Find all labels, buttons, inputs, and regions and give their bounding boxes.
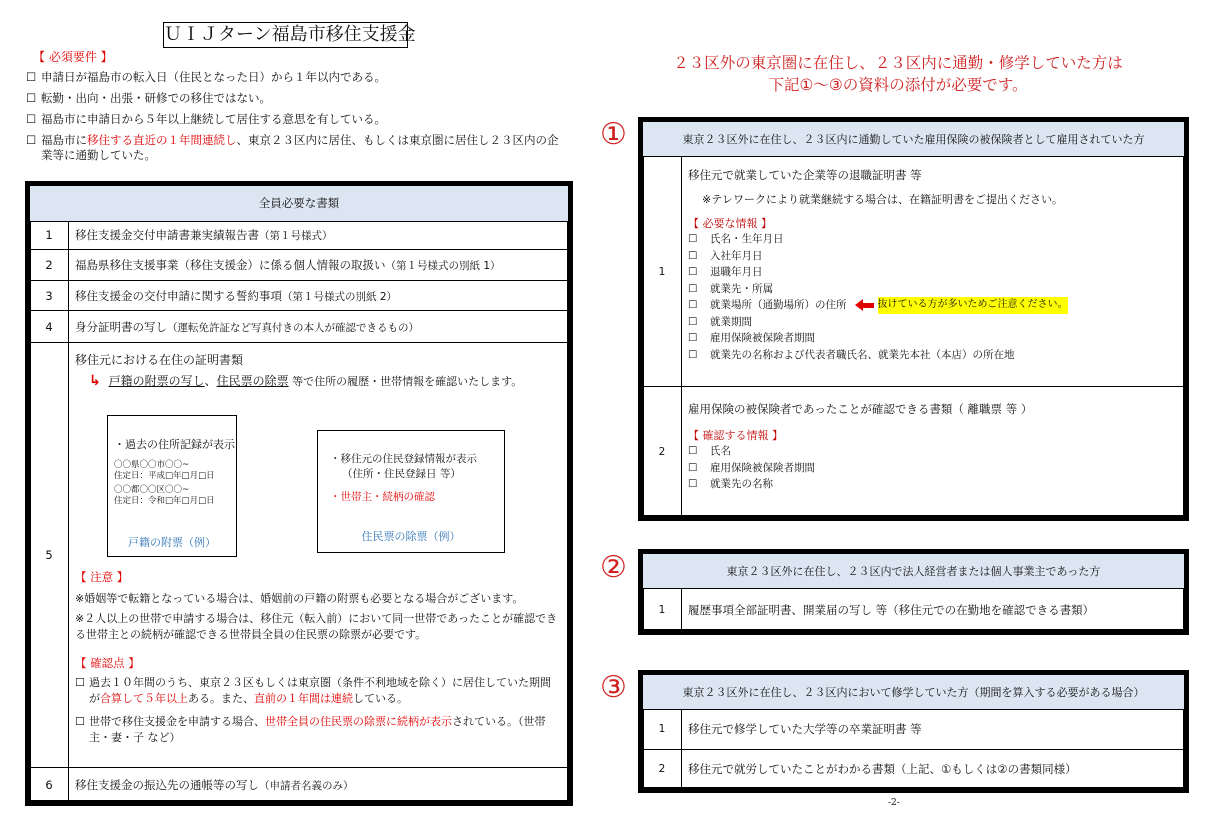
checkbox-icon: ☐: [26, 133, 37, 147]
info-text: 就業先の名称および代表者職氏名、就業先本社（本店）の所在地: [710, 348, 1015, 361]
row-number: 1: [643, 157, 682, 387]
table-row: [30, 250, 569, 281]
checkbox-icon: ☐: [688, 249, 698, 262]
checkpoint-emphasis: 直前の１年間は連続: [254, 692, 353, 706]
row-main: 福島県移住支援事業（移住支援金）に係る個人情報の取扱い: [75, 258, 386, 273]
info-text: 氏名・生年月日: [710, 233, 784, 245]
row-number: 2: [643, 387, 682, 517]
requirement-text-part: 、東京２３区内に居住、もしくは東京圏に居住し２３区内の企業等に通勤していた。: [41, 133, 559, 162]
row-title: 移住元で就業していた企業等の退職証明書 等: [688, 168, 922, 182]
info-text: 退職年月日: [710, 266, 763, 278]
requirement-text: [41, 133, 566, 163]
table-row: [30, 343, 569, 768]
requirement-item: [26, 91, 566, 106]
table-row: [30, 768, 569, 802]
table-row: [643, 589, 1185, 631]
circled-1-marker: ①: [600, 117, 627, 152]
arrow-left-icon: [855, 297, 878, 314]
table-header: 全員必要な書類: [30, 186, 569, 222]
info-text: 就業先・所属: [710, 282, 773, 295]
checkpoint-text: [89, 714, 558, 746]
info-text: 就業場所（通勤場所）の住所: [710, 299, 847, 311]
example-records: [114, 460, 215, 507]
requirement-text: 転勤・出向・出張・研修での移住ではない。: [41, 91, 271, 105]
checkbox-icon: ☐: [688, 461, 698, 474]
section1-header: 東京２３区外に在住し、２３区内に通勤していた雇用保険の被保険者として雇用されていた方: [643, 122, 1185, 157]
table-row: [643, 387, 1185, 517]
example-date: 住定日：平成□年□月□日: [114, 471, 215, 482]
checkpoint-item: [75, 675, 558, 707]
checkbox-icon: ☐: [688, 315, 698, 328]
caution-heading: 【 注意 】: [75, 570, 129, 585]
row-number: 6: [30, 768, 69, 802]
info-checklist: [688, 231, 1068, 363]
section3-header: 東京２３区外に在住し、２３区内において修学していた方（期間を算入する必要がある場合）: [643, 675, 1185, 710]
row-text: [69, 221, 569, 250]
info-item: [688, 248, 1068, 265]
info-item: [688, 297, 1068, 314]
row-sub: （第１号様式）: [259, 230, 333, 243]
info-item: [688, 347, 1068, 364]
row-number: 4: [30, 311, 69, 343]
example-date: 住定日：令和□年□月□日: [114, 496, 215, 507]
info-item: [688, 314, 1068, 331]
section1-table: [638, 117, 1189, 521]
row-text: [69, 343, 569, 768]
info-item: [688, 443, 815, 460]
info-item: [688, 460, 815, 477]
checkpoint-text: [89, 675, 558, 707]
row-sub: （申請者名義のみ）: [259, 779, 354, 792]
table-row: [643, 710, 1185, 750]
row-text: 移住元で就労していたことがわかる書類（上記、①もしくは②の書類同様）: [682, 749, 1185, 789]
checkbox-icon: ☐: [26, 112, 37, 126]
info-text: 雇用保険被保険者期間: [710, 461, 815, 474]
row-sub: （第１号様式の別紙 2）: [282, 290, 398, 303]
info-text: 就業期間: [710, 315, 752, 328]
checkbox-icon: ☐: [26, 70, 37, 84]
row-text: 移住元で修学していた大学等の卒業証明書 等: [682, 710, 1185, 750]
row-text: 履歴事項全部証明書、開業届の写し 等（移住元での在勤地を確認できる書類）: [682, 589, 1185, 631]
section3-table: [638, 670, 1189, 793]
table-row: [643, 157, 1185, 387]
row-note: ※テレワークにより就業継続する場合は、在籍証明書をご提出ください。: [702, 193, 1063, 206]
info-heading: 【 確認する情報 】: [688, 429, 783, 442]
row-number: 2: [643, 749, 682, 789]
example-address: 〇〇都〇〇区〇〇~: [114, 485, 190, 496]
requirements-list: [26, 70, 566, 169]
example-line: ・移住元の住民登録情報が表示: [330, 453, 477, 466]
info-text: 入社年月日: [710, 249, 763, 262]
requirement-text-part: 福島市に: [41, 133, 87, 147]
info-item: [688, 281, 1068, 298]
table-row: [643, 749, 1185, 789]
row-main: 身分証明書の写し: [75, 319, 167, 334]
right-heading: [600, 52, 1196, 96]
table-row: [30, 280, 569, 311]
row-number: 5: [30, 343, 69, 768]
requirement-item: [26, 133, 566, 163]
info-checklist: [688, 443, 815, 493]
checkbox-icon: ☐: [75, 715, 85, 729]
all-required-documents-table: [25, 181, 573, 806]
requirement-text: 福島市に申請日から５年以上継続して居住する意思を有している。: [41, 112, 386, 126]
row-text: [69, 311, 569, 343]
requirement-emphasis: 移住する直近の１年間連続し: [87, 133, 237, 147]
checkpoint-part: 過去１０年間のうち、東京２３区もしくは東京圏（条件不利地域を除く）に居住していた期間が: [89, 676, 551, 706]
info-item: [688, 264, 1068, 281]
requirements-heading: 【 必須要件 】: [33, 50, 113, 64]
checkpoint-emphasis: 合算して５年以上: [100, 692, 188, 706]
example-line: （住所・住民登録日 等）: [342, 468, 461, 481]
circled-2-marker: ②: [600, 550, 627, 585]
callout-highlight: 抜けている方が多いためご注意ください。: [878, 297, 1068, 314]
section2-header: 東京２３区外に在住し、２３区内で法人経営者または個人事業主であった方: [643, 554, 1185, 589]
example-caption: 戸籍の附票（例）: [128, 536, 216, 550]
checkbox-icon: ☐: [688, 348, 698, 361]
row-text: [682, 157, 1185, 387]
checkbox-icon: ☐: [26, 91, 37, 105]
checkbox-icon: ☐: [688, 282, 698, 295]
row-main: 移住支援金交付申請書兼実績報告書: [75, 228, 259, 243]
checkbox-icon: ☐: [688, 445, 698, 457]
caution-text: ※２人以上の世帯で申請する場合は、移住元（転入前）において同一世帯であったことが確認できる世帯主との続柄が確認できる世帯員全員の住民票の除票が必要です。: [75, 612, 558, 642]
table-row: [30, 311, 569, 343]
section2-table: [638, 549, 1189, 635]
juminhyo-jyohyo-label: 住民票の除票: [216, 374, 289, 389]
row-number: 3: [30, 280, 69, 311]
checkbox-icon: ☐: [688, 266, 698, 278]
row-main: 移住支援金の振込先の通帳等の写し: [75, 777, 259, 792]
arrow-down-right-icon: ↳: [89, 373, 101, 390]
row-title: 雇用保険の被保険者であったことが確認できる書類（ 離職票 等 ）: [688, 402, 1033, 416]
requirement-item: [26, 70, 566, 85]
separator: 、: [204, 374, 217, 389]
checkpoint-heading: 【 確認点 】: [75, 656, 140, 671]
row-text: [69, 280, 569, 311]
checkpoint-part: されている。（世帯主・妻・子 など）: [89, 715, 546, 745]
table-row: [30, 221, 569, 250]
koseki-fuhyo-example: [107, 415, 237, 557]
juminhyo-jyohyo-example: [317, 430, 505, 553]
page-number: -2-: [888, 798, 900, 808]
koseki-fuhyo-label: 戸籍の附票の写し: [108, 374, 205, 389]
row-text: [69, 768, 569, 802]
caution-text: ※婚姻等で転籍となっている場合は、婚姻前の戸籍の附票も必要となる場合がございます。: [75, 592, 524, 606]
row-text: [69, 250, 569, 281]
right-heading-line: ２３区外の東京圏に在住し、２３区内に通勤・修学していた方は: [673, 54, 1123, 72]
info-text: 就業先の名称: [710, 478, 773, 490]
right-heading-line: 下記①～③の資料の添付が必要です。: [768, 76, 1028, 94]
row-sub: （第１号様式の別紙 1）: [385, 260, 501, 273]
info-heading: 【 必要な情報 】: [688, 217, 772, 230]
row-text: [682, 387, 1185, 517]
row-number: 1: [643, 710, 682, 750]
example-caption: 住民票の除票（例）: [361, 530, 461, 544]
residence-proof-tail: 等で住所の履歴・世帯情報を確認いたします。: [288, 375, 523, 389]
checkbox-icon: ☐: [688, 299, 698, 311]
row-number: 1: [643, 589, 682, 631]
requirement-text: 申請日が福島市の転入日（住民となった日）から１年以内である。: [41, 70, 386, 84]
checkbox-icon: ☐: [688, 233, 698, 245]
row-sub: （運転免許証など写真付きの本人が確認できるもの）: [167, 321, 419, 334]
circled-3-marker: ③: [600, 670, 627, 705]
residence-proof-title: 移住元における在住の証明書類: [75, 353, 244, 368]
info-text: 雇用保険被保険者期間: [710, 332, 815, 344]
residence-proof-desc: [89, 372, 522, 389]
example-line: ・過去の住所記録が表示: [114, 438, 235, 452]
checkpoint-emphasis: 世帯全員の住民票の除票に続柄が表示: [265, 715, 452, 729]
requirement-item: [26, 112, 566, 127]
checkpoint-item: [75, 714, 558, 746]
example-address: 〇〇県〇〇市〇〇~: [114, 460, 190, 471]
checkbox-icon: ☐: [75, 676, 85, 690]
checkbox-icon: ☐: [688, 478, 698, 490]
checkpoint-part: している。: [353, 692, 408, 706]
checkbox-icon: ☐: [688, 332, 698, 344]
row-main: 移住支援金の交付申請に関する誓約事項: [75, 288, 282, 303]
info-item: [688, 476, 815, 493]
row-number: 1: [30, 221, 69, 250]
info-item: [688, 231, 1068, 248]
example-line: ・世帯主・続柄の確認: [330, 491, 435, 504]
info-item: [688, 330, 1068, 347]
checkpoint-part: ある。また、: [188, 692, 254, 706]
info-text: 氏名: [710, 445, 731, 457]
page-title: ＵＩＪターン福島市移住支援金: [163, 22, 408, 48]
row-number: 2: [30, 250, 69, 281]
checkpoint-part: 世帯で移住支援金を申請する場合、: [89, 715, 265, 729]
